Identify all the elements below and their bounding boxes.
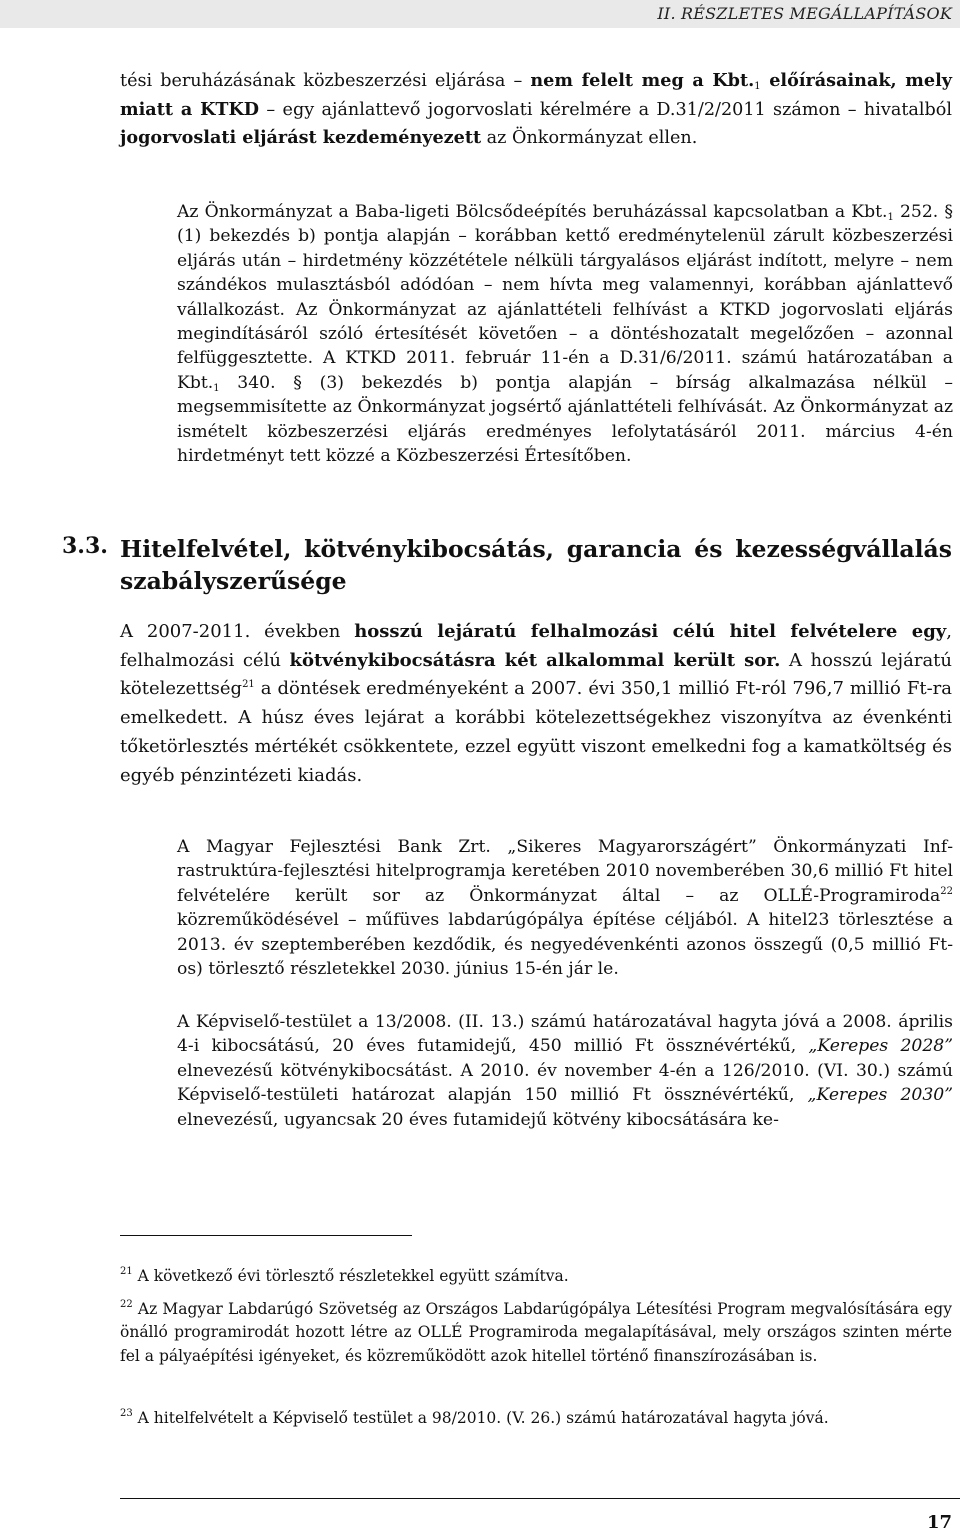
paragraph-bonds: A Képviselő-testület a 13/2008. (II. 13.) számú határozatával hagyta jóvá a 2008. április 4-i kibocsátású, 20 éves futamidejű, 450 millió Ft össznévértékű, „Kerepes 2028” elnevezésű kötvénykibocsátást. A 2010. év november 4-én a 126/2010. (VI. 30.) számú Képviselő-testületi határozat alapján 150 millió Ft össznévértékű, „Kerepes 2030” elnevezésű, ugyancsak 20 éves futamidejű kötvény kibocsátására ke- bbox=[177, 1012, 953, 1130]
footnote-22: $^{22}$ Az Magyar Labdarúgó Szövetség az Országos Labdarúgópálya Létesítési Program megvalósítására egy önálló programirodát hozott létre az OLLÉ Programiroda megalapításával, mely országos szinten mérte fel a pályaépítési igényeket, és közreműködött azok hitellel történő finanszírozásában is. bbox=[120, 1299, 952, 1365]
section-number: 3.3. bbox=[62, 533, 108, 559]
running-header-title: II. RÉSZLETES MEGÁLLAPÍTÁSOK bbox=[657, 4, 952, 23]
paragraph-kbt-violation: tési beruházásának közbeszerzési eljárása – nem felelt meg a $Kbt._1$ előírásainak, mely miatt a KTKD – egy ajánlattevő jogorvoslati kérelmére a D.31/2/2011 számon – hivatalból jogorvoslati eljárást kezdeményezett az Önkormányzat ellen. bbox=[120, 70, 952, 149]
footnote-ref-22[interactable]: 22 bbox=[940, 885, 953, 897]
footnote-ref-21[interactable]: 21 bbox=[242, 679, 255, 691]
paragraph-baba-liget: Az Önkormányzat a Baba-ligeti Bölcsődeépítés beruházással kapcsolatban a $Kbt._1$ 252. § (1) bekezdés b) pontja alapján – korábban kettő eredménytelenül zárult közbeszerzési eljárás után – hirdetmény közzététele nélküli tárgyalásos eljárást indított, melyre – nem szándékos mulasztásból adódóan – nem hívta meg valamennyi, korábban ajánlattevő vállalkozást. Az Önkormányzat az ajánlattételi felhívást a KTKD jogorvoslati eljárás megindításáról szóló értesítését követően – a döntéshozatalt megelőzően – azonnal felfüggesztette. A KTKD 2011. február 11-én a D.31/6/2011. számú határozatában a $Kbt._1$ 340. § (3) bekezdés b) pontja alapján – bírság alkalmazása nélkül – megsemmisítette az Önkormányzat jogsértő ajánlattételi felhívását. Az Önkormányzat az ismételt közbeszerzési eljárás eredményes lefolytatásáról 2011. március 4-én hirdetményt tett közzé a Közbeszerzési Értesítőben. bbox=[177, 202, 953, 467]
running-header bbox=[0, 0, 960, 28]
footnote-21: $^{21}$ A következő évi törlesztő részletekkel együtt számítva. bbox=[120, 1266, 569, 1285]
paragraph-mfb-loan: A Magyar Fejlesztési Bank Zrt. „Sikeres Magyarországért” Önkormányzati Infrastruktúra-fejlesztési hitelprogramja keretében 2010 novemberében 30,6 millió Ft hitel felvételére került sor az Önkormányzat által – az OLLÉ-Programiroda$^{22}$ közreműködésével – műfüves labdarúgópálya építése céljából. A hitel23 törlesztése a 2013. év szeptemberében kezdődik, és negyedévenkénti azonos összegű (0,5 millió Ft-os) törlesztő részletekkel 2030. június 15-én jár le. bbox=[177, 837, 953, 980]
page-number: 17 bbox=[926, 1512, 952, 1533]
footer-rule bbox=[120, 1498, 960, 1499]
footnote-23: $^{23}$ A hitelfelvételt a Képviselő testület a 98/2010. (V. 26.) számú határozatával hagyta jóvá. bbox=[120, 1408, 829, 1427]
footnote-separator bbox=[120, 1235, 412, 1236]
paragraph-loans: A 2007-2011. években hosszú lejáratú felhalmozási célú hitel felvételere egy, felhalmozási célú kötvénykibocsátásra két alkalommal került sor. A hosszú lejáratú kötelezettség$^{21}$ a döntések eredményeként a 2007. évi 350,1 millió Ft-ról 796,7 millió Ft-ra emelkedett. A húsz éves lejárat a korábbi kötelezettségekhez viszonyítva az évenkénti tőketörlesztés mértékét csökkentete, ezzel együtt viszont emelkedni fog a kamatköltség és egyéb pénzintézeti kiadás. bbox=[120, 621, 952, 786]
section-title: Hitelfelvétel, kötvénykibocsátás, garancia és kezességvállalás szabályszerűsége bbox=[120, 535, 952, 595]
